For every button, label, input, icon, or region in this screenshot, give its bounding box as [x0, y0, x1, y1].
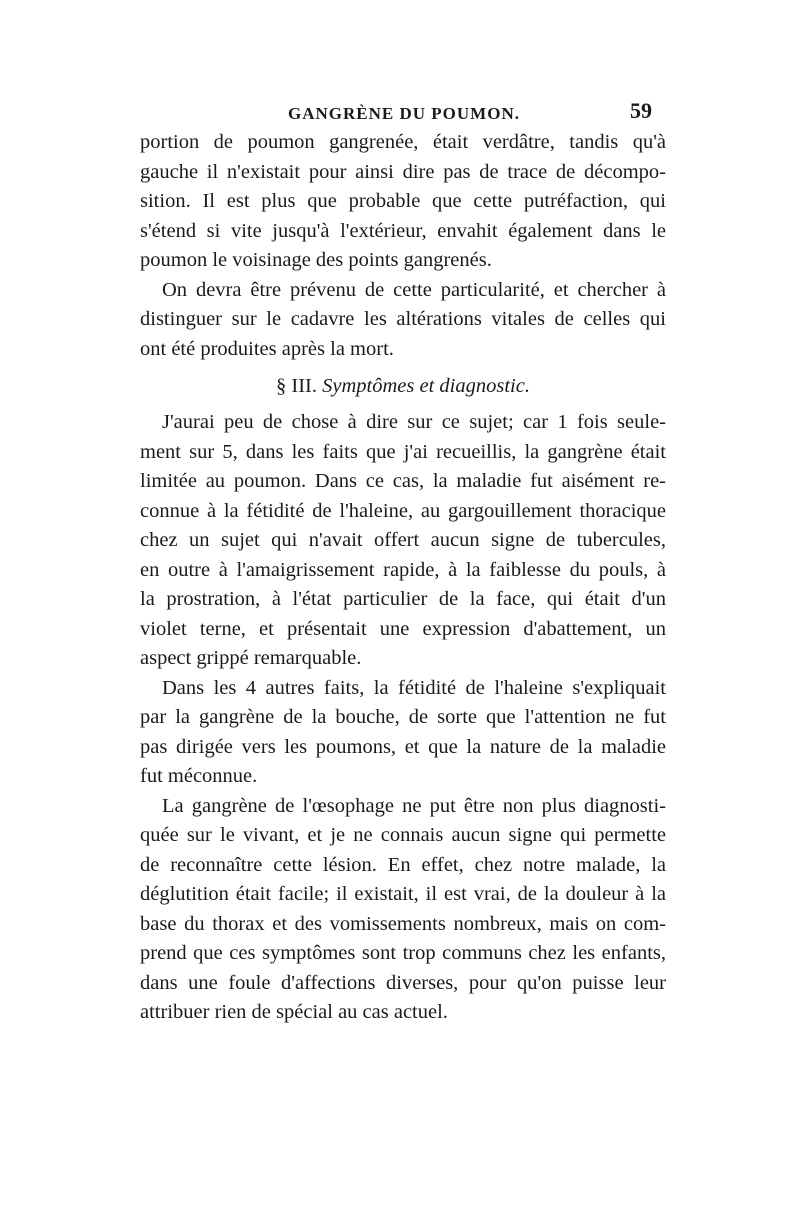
text-line: ment sur 5, dans les faits que j'ai recueillis, la gangrène était — [140, 440, 666, 463]
text-line: On devra être prévenu de cette particularité, et chercher à — [162, 278, 666, 301]
body-text — [140, 128, 666, 1028]
text-line: la prostration, à l'état particulier de la face, qui était d'un — [140, 588, 666, 610]
text-line: sition. Il est plus que probable que cette putréfaction, qui — [140, 190, 666, 212]
text-line: s'étend si vite jusqu'à l'extérieur, envahit également dans le — [140, 219, 666, 242]
paragraph — [140, 792, 666, 1028]
paragraph — [140, 408, 666, 674]
text-line: gauche il n'existait pour ainsi dire pas de trace de décompo- — [140, 160, 666, 183]
text-line: par la gangrène de la bouche, de sorte que l'attention ne fut — [140, 706, 666, 728]
running-head — [0, 98, 800, 128]
text-line: connue à la fétidité de l'haleine, au gargouillement thoracique — [140, 499, 666, 522]
text-line: attribuer rien de spécial au cas actuel. — [140, 1001, 448, 1023]
text-line: prend que ces symptômes sont trop communs chez les enfants, — [140, 942, 666, 964]
page-number: 59 — [630, 98, 652, 123]
paragraph — [140, 128, 666, 276]
text-line: ont été produites après la mort. — [140, 337, 394, 360]
text-line: poumon le voisinage des points gangrenés. — [140, 249, 492, 271]
text-line: Dans les 4 autres faits, la fétidité de l'haleine s'expliquait — [162, 676, 666, 699]
text-line: La gangrène de l'œsophage ne put être non plus diagnosti- — [162, 794, 666, 817]
section-title: Symptômes et diagnostic. — [322, 375, 530, 397]
text-line: chez un sujet qui n'avait offert aucun signe de tubercules, — [140, 529, 666, 551]
text-line: distinguer sur le cadavre les altérations vitales de celles qui — [140, 308, 666, 330]
text-line: pas dirigée vers les poumons, et que la nature de la maladie — [140, 735, 666, 758]
text-line: fut méconnue. — [140, 765, 258, 787]
text-line: de reconnaître cette lésion. En effet, chez notre malade, la — [140, 853, 666, 876]
text-line: dans une foule d'affections diverses, pour qu'on puisse leur — [140, 971, 666, 994]
running-title: GANGRÈNE DU POUMON. — [288, 104, 520, 123]
paragraph — [140, 276, 666, 365]
text-line: base du thorax et des vomissements nombreux, mais on com- — [140, 912, 666, 935]
text-line: violet terne, et présentait une expression d'abattement, un — [140, 617, 666, 640]
section-number: § III. — [276, 375, 318, 397]
text-line: aspect grippé remarquable. — [140, 647, 362, 669]
text-line: J'aurai peu de chose à dire sur ce sujet; car 1 fois seule- — [162, 411, 666, 433]
text-line: quée sur le vivant, et je ne connais aucun signe qui permette — [140, 824, 666, 846]
text-line: portion de poumon gangrenée, était verdâtre, tandis qu'à — [140, 131, 666, 153]
text-line: déglutition était facile; il existait, il est vrai, de la douleur à la — [140, 883, 666, 905]
paragraph — [140, 674, 666, 792]
section-heading — [140, 364, 666, 408]
text-line: en outre à l'amaigrissement rapide, à la faiblesse du pouls, à — [140, 558, 666, 581]
text-line: limitée au poumon. Dans ce cas, la maladie fut aisément re- — [140, 470, 666, 492]
